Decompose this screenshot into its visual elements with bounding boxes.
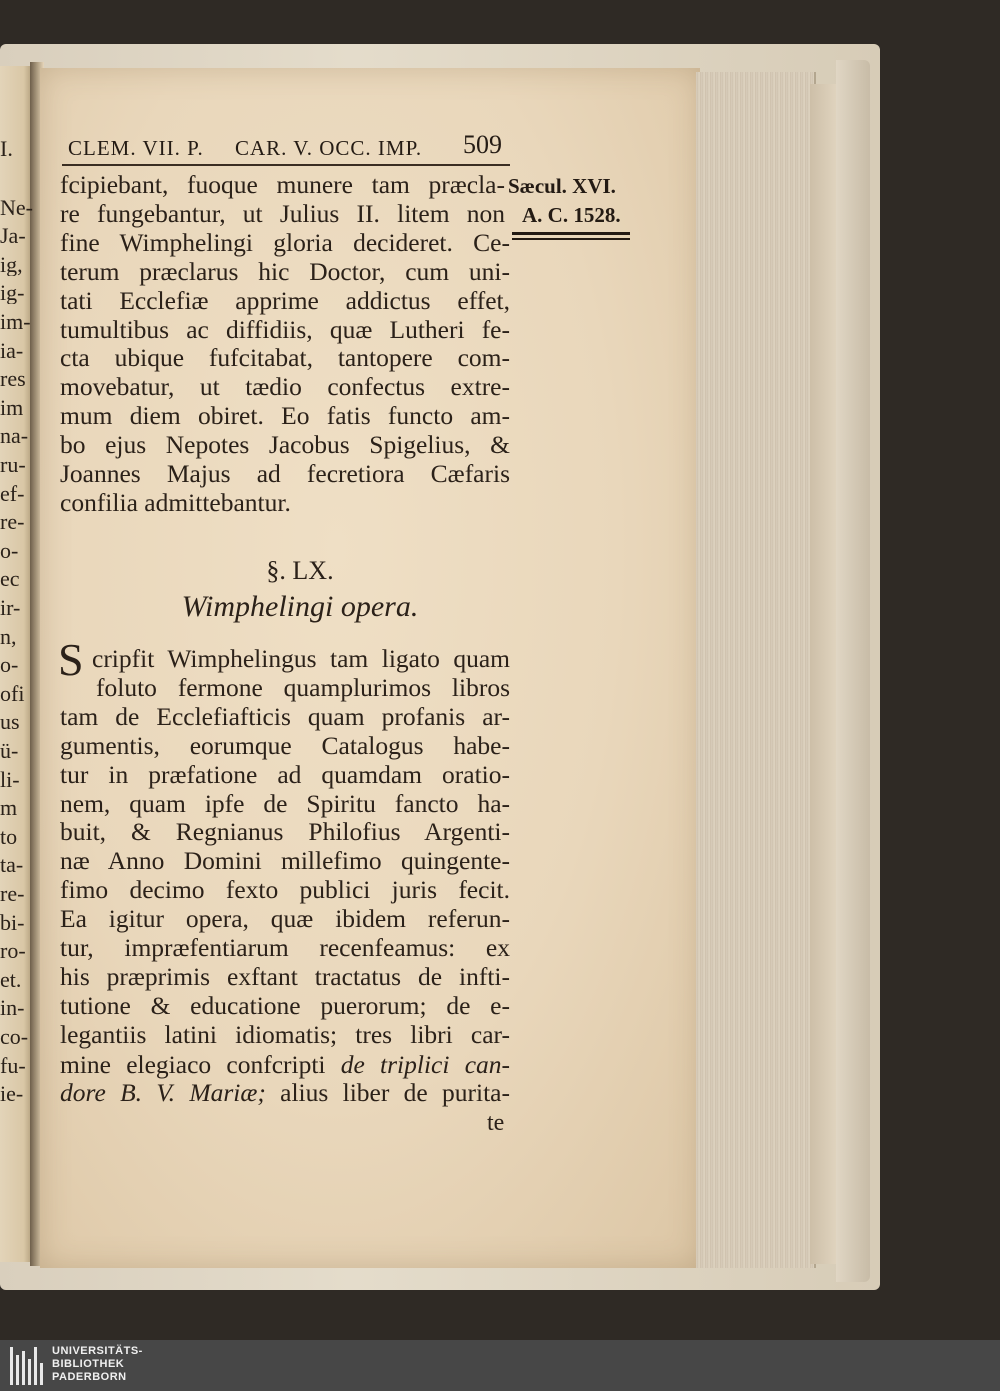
text-line: foluto fermone quamplurimos libros xyxy=(96,672,510,702)
text-line: cripfit Wimphelingus tam ligato quam xyxy=(92,644,510,673)
text-line: movebatur, ut tædio confectus extre- xyxy=(60,372,510,402)
left-page-fragment: n, xyxy=(0,625,17,648)
catchword: te xyxy=(487,1110,505,1136)
left-page-fragment: I. xyxy=(0,138,13,160)
section-title: Wimphelingi opera. xyxy=(181,590,419,623)
text-line: legantiis latini idiomatis; tres libri car- xyxy=(60,1019,510,1049)
text-line: cta ubique fufcitabat, tantopere com- xyxy=(60,343,510,373)
running-head-left: CLEM. VII. P. xyxy=(68,136,204,160)
left-page-fragment: li- xyxy=(0,768,20,791)
text-line: nem, quam ipfe de Spiritu fancto ha- xyxy=(60,788,510,818)
text-line: his præprimis exftant tractatus de infti- xyxy=(60,961,510,991)
text-line: fine Wimphelingi gloria decideret. Ce- xyxy=(60,227,510,257)
left-page-fragment: fu- xyxy=(0,1054,26,1077)
head-rule xyxy=(62,164,510,166)
left-page-fragment: o- xyxy=(0,654,19,677)
margin-note-rule-1 xyxy=(512,232,630,235)
left-page-fragment: im- xyxy=(0,311,31,333)
text-line: fcipiebant, fuoque munere tam præcla- xyxy=(60,170,505,199)
text-line: bo ejus Nepotes Jacobus Spigelius, & xyxy=(60,430,510,460)
margin-note-year: A. C. 1528. xyxy=(522,203,621,227)
text-line: næ Anno Domini millefimo quingente- xyxy=(60,846,510,876)
left-page-fragment: ec xyxy=(0,568,20,591)
drop-cap: S xyxy=(58,634,84,685)
margin-note-century: Sæcul. XVI. xyxy=(508,174,616,198)
text-line: buit, & Regnianus Philofius Argenti- xyxy=(60,817,510,847)
text-line: dore B. V. Mariæ; alius liber de purita- xyxy=(60,1078,510,1107)
left-page-fragment: ü- xyxy=(0,740,19,762)
left-page-fragment: ro- xyxy=(0,940,26,963)
left-page-fragment: o- xyxy=(0,539,19,562)
left-page-fragment: in- xyxy=(0,997,25,1020)
left-page-fragment: ie- xyxy=(0,1083,24,1106)
left-page-fragment: ef- xyxy=(0,482,25,505)
text-line: tutione & educatione puerorum; de e- xyxy=(60,990,510,1020)
text-line: fimo decimo fexto publici juris fecit. xyxy=(60,875,510,905)
cover-edge xyxy=(836,60,870,1282)
left-page-fragment: bi- xyxy=(0,911,25,934)
left-page-fragment: na- xyxy=(0,425,29,448)
section-number: §. LX. xyxy=(266,556,334,585)
text-line: tam de Ecclefiafticis quam profanis ar- xyxy=(60,701,510,731)
text-line: tati Ecclefiæ apprime addictus effet, xyxy=(60,285,510,315)
library-logo-icon xyxy=(10,1347,46,1385)
left-page-fragment: Ja- xyxy=(0,225,26,248)
left-page-fragment: ia- xyxy=(0,339,24,362)
text-line: Ea igitur opera, quæ ibidem referun- xyxy=(60,904,510,934)
left-page-fragment: ta- xyxy=(0,854,24,877)
text-line: tur in præfatione ad quamdam oratio- xyxy=(60,759,510,789)
left-page-fragment: ofi xyxy=(0,682,25,705)
left-page-fragment: res xyxy=(0,368,26,391)
left-page-fragment: co- xyxy=(0,1026,29,1048)
text-line: confilia admittebantur. xyxy=(60,487,291,517)
text-line: mum diem obiret. Eo fatis functo am- xyxy=(60,401,510,431)
page-number: 509 xyxy=(463,130,502,159)
left-page-fragment: Ne- xyxy=(0,196,33,219)
left-page-fragment: ru- xyxy=(0,454,26,476)
left-page-fragment: to xyxy=(0,825,18,848)
margin-note-rule-2 xyxy=(512,238,630,240)
left-page-fragment: m xyxy=(0,797,18,820)
left-page-fragment: ig, xyxy=(0,253,23,276)
footer-bar xyxy=(0,1340,1000,1391)
left-page-fragment: et. xyxy=(0,968,22,991)
library-name: UNIVERSITÄTS- BIBLIOTHEK PADERBORN xyxy=(52,1345,143,1383)
left-page-fragment: im xyxy=(0,396,24,419)
page-fore-edge xyxy=(696,72,816,1268)
left-page-fragment: us xyxy=(0,711,20,734)
left-page-fragment: re- xyxy=(0,511,25,534)
text-line: gumentis, eorumque Catalogus habe- xyxy=(60,730,510,760)
left-page-fragment: ig- xyxy=(0,282,25,305)
text-line: mine elegiaco confcripti de triplici can- xyxy=(60,1050,510,1079)
running-head xyxy=(68,130,502,161)
text-line: re fungebantur, ut Julius II. litem non xyxy=(60,198,505,228)
left-page-fragment: ir- xyxy=(0,597,21,619)
left-page-fragment: re- xyxy=(0,883,25,905)
running-head-right: CAR. V. OCC. IMP. xyxy=(234,136,423,160)
text-line: Joannes Majus ad fecretiora Cæfaris xyxy=(60,459,510,488)
text-line: tumultibus ac diffidiis, quæ Lutheri fe- xyxy=(60,314,510,344)
text-line: terum præclarus hic Doctor, cum uni- xyxy=(60,256,510,286)
text-line: tur, impræfentiarum recenfeamus: ex xyxy=(60,933,510,962)
